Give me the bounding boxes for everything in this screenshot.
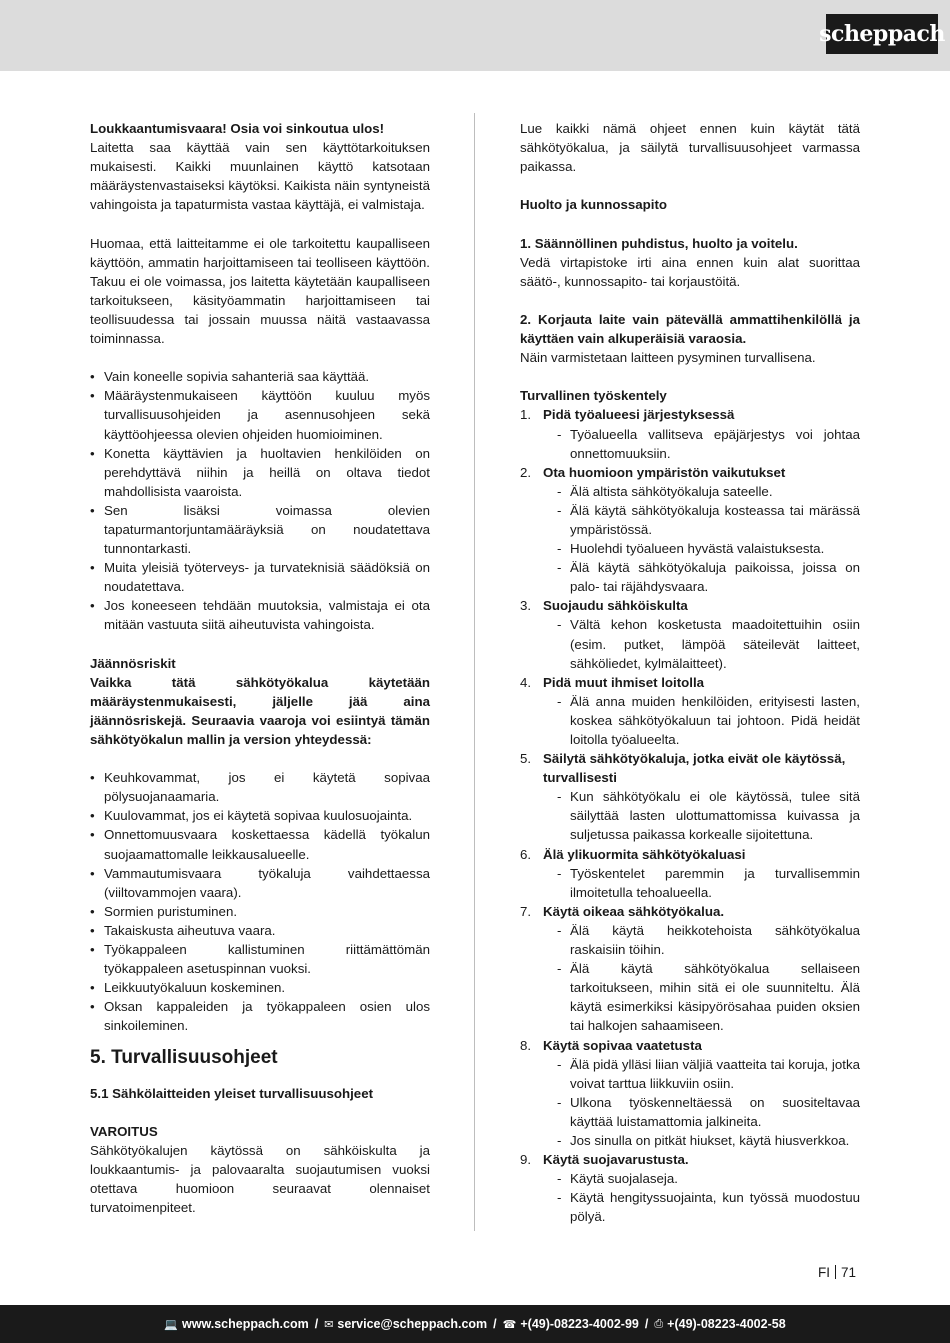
item-sublist: [543, 1169, 860, 1226]
item-number: 7.: [520, 903, 532, 919]
item-title: Pidä työalueesi järjestyksessä: [543, 407, 735, 423]
item-subpoint: - Työskentelet paremmin ja turvallisemmin ilmoitetulla tehoalueella.: [543, 864, 860, 902]
residual-risks-intro: Vaikka tätä sähkötyökalua käytetään määräystenmukaisesti, jäljelle jää aina jäännösriskejä. Seuraavia vaaroja voi esiintyä tämän sähkötyökalun mallin ja version yhteydessä:: [90, 674, 430, 747]
column-divider: [474, 113, 475, 1231]
item-subpoint: - Työalueella vallitseva epäjärjestys voi johtaa onnettomuuksiin.: [543, 425, 860, 463]
safe-work-item: [520, 1036, 860, 1151]
right-column: [520, 119, 860, 1226]
item-number: 4.: [520, 674, 532, 690]
residual-risks-title: Jäännösriskit: [90, 655, 176, 671]
safe-work-item: [520, 596, 860, 672]
item-subpoint: - Ulkona työskenneltäessä on suositeltavaa käyttää luistamattomia jalkineita.: [543, 1093, 860, 1131]
left-column: [90, 119, 430, 1217]
item-title: Säilytä sähkötyökaluja, jotka eivät ole käytössä, turvallisesti: [543, 751, 846, 786]
item-sublist: [543, 615, 860, 672]
residual-risk-item: • Takaiskusta aiheutuva vaara.: [90, 921, 430, 940]
item-subpoint: - Jos sinulla on pitkät hiukset, käytä hiusverkkoa.: [543, 1131, 860, 1150]
residual-risk-item: • Onnettomuusvaara koskettaessa kädellä työkalun suojaamattomalle leikkausalueelle.: [90, 825, 430, 863]
page-number: [818, 1265, 856, 1280]
brand-logo: [819, 14, 945, 54]
item-title: Käytä oikeaa sähkötyökalua.: [543, 903, 725, 919]
email-icon: ✉: [324, 1318, 334, 1331]
safe-work-list: [520, 405, 860, 1226]
maintenance-title: Huolto ja kunnossapito: [520, 197, 668, 213]
subsection-title: 5.1 Sähkölaitteiden yleiset turvallisuusohjeet: [90, 1085, 374, 1101]
residual-risk-item: • Leikkuutyökaluun koskeminen.: [90, 978, 430, 997]
item-subpoint: - Vältä kehon kosketusta maadoitettuihin osiin (esim. putket, lämpöä säteilevät laitteet, sähköliedet, kylmälaitteet).: [543, 615, 860, 672]
footer-bar: [0, 1305, 950, 1343]
brand-logo-text: scheppach: [819, 21, 945, 47]
fax-icon: ⎙: [654, 1317, 664, 1330]
computer-icon: 💻: [164, 1318, 179, 1331]
item-number: 8.: [520, 1037, 532, 1053]
intended-use-item: • Vain koneelle sopivia sahanteriä saa käyttää.: [90, 367, 430, 386]
item-subpoint: - Älä anna muiden henkilöiden, erityisesti lasten, koskea sähkötyökaluun tai johtoon. Pidä heidät loitolla työalueelta.: [543, 692, 860, 749]
injury-warning-title: Loukkaantumisvaara! Osia voi sinkoutua ulos!: [90, 121, 385, 136]
footer-separator: /: [644, 1317, 649, 1331]
intended-use-item: • Määräystenmukaiseen käyttöön kuuluu myös turvallisuusohjeiden ja asennusohjeen sekä käyttöohjeessa olevien ohjeiden huomioiminen.: [90, 386, 430, 443]
footer-fax: +(49)-08223-4002-58: [667, 1317, 786, 1331]
item-title: Pidä muut ihmiset loitolla: [543, 674, 705, 690]
item-sublist: [543, 864, 860, 902]
item-number: 3.: [520, 598, 532, 614]
item-sublist: [543, 692, 860, 749]
safe-work-item: [520, 749, 860, 844]
item-subpoint: - Kun sähkötyökalu ei ole käytössä, tulee sitä säilyttää lasten ulottumattomissa kuivassa ja suljetussa paikassa korkealle sijoitettuna.: [543, 787, 860, 844]
warning-text: Sähkötyökalujen käytössä on sähköiskulta ja loukkaantumis- ja palovaaralta suojautumisen vuoksi otettava huomioon seuraavat olennaiset turvatoimenpiteet.: [90, 1142, 430, 1216]
item-subpoint: - Käytä hengityssuojainta, kun työssä muodostuu pölyä.: [543, 1188, 860, 1226]
item-number: 6.: [520, 846, 532, 862]
maintenance-item-1-text: Vedä virtapistoke irti aina ennen kuin alat suorittaa säätö-, kunnossapito- tai korjaustöitä.: [520, 254, 860, 289]
item-subpoint: - Huolehdi työalueen hyvästä valaistuksesta.: [543, 539, 860, 558]
residual-risk-item: • Työkappaleen kallistuminen riittämättömän työkappaleen asetuspinnan vuoksi.: [90, 940, 430, 978]
item-number: 9.: [520, 1152, 532, 1168]
footer-email[interactable]: service@scheppach.com: [337, 1317, 488, 1331]
footer-separator: /: [493, 1317, 497, 1331]
item-number: 1.: [520, 407, 532, 423]
residual-risk-item: • Sormien puristuminen.: [90, 902, 430, 921]
item-sublist: [543, 787, 860, 844]
page-number-separator: [835, 1265, 836, 1279]
intended-use-item: • Muita yleisiä työterveys- ja turvateknisiä säädöksiä on noudatettava.: [90, 558, 430, 596]
intended-use-list: [90, 367, 430, 634]
safe-work-item: [520, 463, 860, 597]
item-subpoint: - Älä käytä sähkötyökaluja kosteassa tai märässä ympäristössä.: [543, 501, 860, 539]
intended-use-item: • Konetta käyttävien ja huoltavien henkilöiden on perehdyttävä niihin ja heillä on oltava tiedot mahdollisista vaaroista.: [90, 444, 430, 501]
intended-use-item: • Jos koneeseen tehdään muutoksia, valmistaja ei ota mitään vastuuta siitä aiheutuvista vahingoista.: [90, 596, 430, 634]
residual-risk-item: • Oksan kappaleiden ja työkappaleen osien ulos sinkoileminen.: [90, 997, 430, 1035]
residual-risks-list: [90, 768, 430, 1035]
item-title: Käytä suojavarustusta.: [543, 1152, 689, 1168]
phone-icon: ☎: [502, 1318, 517, 1331]
item-title: Ota huomioon ympäristön vaikutukset: [543, 464, 786, 480]
page-number-value: 71: [841, 1265, 857, 1280]
commercial-use-paragraph: Huomaa, että laitteitamme ei ole tarkoitettu kaupalliseen käyttöön, ammatin harjoittamiseen tai teolliseen käyttöön. Takuu ei ole voimassa, jos laitetta käytetään kaupalliseen tarkoitukseen, käsityöammatin harjoittamiseen tai teollisuudessa tai jossain muussa näitä vastaavassa toiminnassa.: [90, 235, 430, 347]
item-subpoint: - Älä käytä heikkotehoista sähkötyökalua raskaisiin töihin.: [543, 921, 860, 959]
item-title: Suojaudu sähköiskulta: [543, 598, 688, 614]
maintenance-item-2-title: 2. Korjauta laite vain pätevällä ammattihenkilöllä ja käyttäen vain alkuperäisiä varaosia.: [520, 311, 860, 347]
footer-website[interactable]: www.scheppach.com: [182, 1317, 309, 1331]
item-title: Käytä sopivaa vaatetusta: [543, 1037, 702, 1053]
safe-work-item: [520, 845, 860, 902]
warning-title: VAROITUS: [90, 1123, 158, 1139]
item-number: 5.: [520, 751, 532, 767]
maintenance-item-1-title: 1. Säännöllinen puhdistus, huolto ja voitelu.: [520, 235, 798, 251]
item-title: Älä ylikuormita sähkötyökaluasi: [543, 846, 746, 862]
intended-use-item: • Sen lisäksi voimassa olevien tapaturmantorjuntamääräyksiä on noudatettava tunnontarkasti.: [90, 501, 430, 558]
item-number: 2.: [520, 464, 532, 480]
safe-work-item: [520, 1150, 860, 1226]
item-subpoint: - Älä käytä sähkötyökalua sellaiseen tarkoitukseen, mihin sitä ei ole suunniteltu. Älä käytä esimerkiksi käsipyörösahaa puiden oksien tai halkojen sahaamiseen.: [543, 959, 860, 1035]
residual-risk-item: • Vammautumisvaara työkaluja vaihdettaessa (viiltovammojen vaara).: [90, 864, 430, 902]
item-subpoint: - Käytä suojalaseja.: [543, 1169, 860, 1188]
residual-risk-item: • Kuulovammat, jos ei käytetä sopivaa kuulosuojainta.: [90, 806, 430, 825]
footer-phone: +(49)-08223-4002-99: [520, 1317, 639, 1331]
footer-separator: /: [314, 1317, 319, 1331]
intro-paragraph: Lue kaikki nämä ohjeet ennen kuin käytät tätä sähkötyökalua, ja säilytä turvallisuusohjeet varmassa paikassa.: [520, 121, 860, 175]
intended-use-paragraph: Laitetta saa käyttää vain sen käyttötarkoituksen mukaisesti. Kaikki muunlainen käyttö katsotaan määräystenvastaiseksi käytöksi. Kaikista näin syntyneistä vahingoista ja tapaturmista vastaa käyttäjä, ei valmistaja.: [90, 140, 430, 213]
section-title: 5. Turvallisuusohjeet: [90, 1046, 278, 1068]
item-subpoint: - Älä pidä ylläsi liian väljiä vaatteita tai koruja, jotka voivat tarttua liikkuviin osiin.: [543, 1055, 860, 1093]
safe-work-item: [520, 405, 860, 462]
maintenance-item-2-text: Näin varmistetaan laitteen pysyminen turvallisena.: [520, 350, 816, 366]
item-subpoint: - Älä käytä sähkötyökaluja paikoissa, joissa on palo- tai räjähdysvaara.: [543, 558, 860, 596]
item-sublist: [543, 425, 860, 463]
item-sublist: [543, 921, 860, 1036]
item-sublist: [543, 482, 860, 597]
safe-work-item: [520, 902, 860, 1036]
item-subpoint: - Älä altista sähkötyökaluja sateelle.: [543, 482, 860, 501]
safe-work-title: Turvallinen työskentely: [520, 388, 667, 404]
header-band: [0, 0, 950, 71]
residual-risk-item: • Keuhkovammat, jos ei käytetä sopivaa pölysuojanaamaria.: [90, 768, 430, 806]
safe-work-item: [520, 673, 860, 749]
item-sublist: [543, 1055, 860, 1150]
page-language: FI: [818, 1265, 830, 1280]
